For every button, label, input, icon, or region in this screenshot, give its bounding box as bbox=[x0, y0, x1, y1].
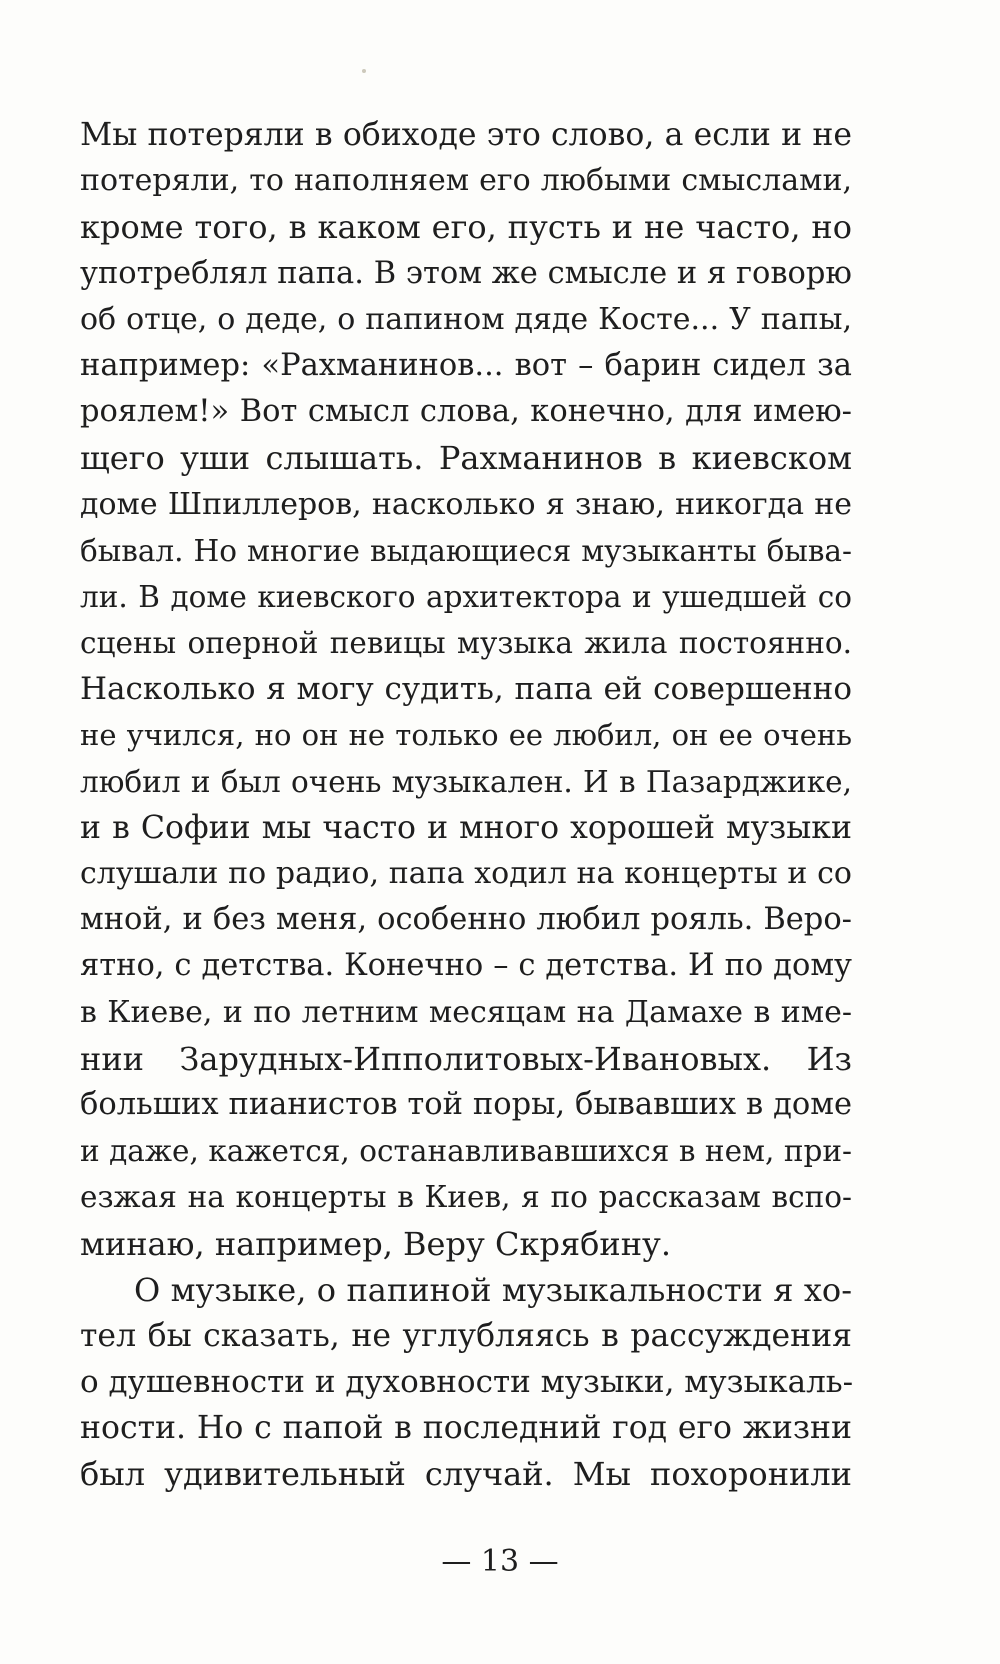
text-line: о душевности и духовности музыки, музыкаль- bbox=[80, 1364, 854, 1401]
text-line: доме Шпиллеров, насколько я знаю, никогда не bbox=[80, 486, 852, 522]
text-line: ности. Но с папой в последний год его жизни bbox=[80, 1410, 852, 1447]
text-line: слушали по радио, папа ходил на концерты и со bbox=[80, 856, 852, 891]
text-line: кроме того, в каком его, пусть и не часто, но bbox=[80, 208, 852, 247]
text-line: Насколько я могу судить, папа ей совершенно bbox=[80, 671, 852, 708]
text-line: больших пианистов той поры, бывавших в доме bbox=[80, 1086, 852, 1122]
text-line: употреблял папа. В этом же смысле и я говорю bbox=[80, 255, 852, 291]
paragraph-start-line: О музыке, о папиной музыкальности я хо- bbox=[134, 1270, 852, 1309]
text-line: в Киеве, и по летним месяцам на Дамахе в име- bbox=[80, 994, 852, 1030]
body-text bbox=[80, 112, 852, 1498]
text-line: бывал. Но многие выдающиеся музыканты быва- bbox=[80, 533, 852, 568]
text-line: езжая на концерты в Киев, я по рассказам вспо- bbox=[80, 1180, 852, 1215]
text-line: ли. В доме киевского архитектора и ушедшей со bbox=[80, 579, 852, 614]
text-line: любил и был очень музыкален. И в Пазарджике, bbox=[80, 764, 852, 799]
text-line: роялем!» Вот смысл слова, конечно, для имею- bbox=[80, 394, 852, 430]
text-line: и даже, кажется, останавливавшихся в нем, при- bbox=[80, 1134, 852, 1169]
text-line: Мы потеряли в обиходе это слово, а если и не bbox=[80, 117, 852, 153]
text-line: мной, и без меня, особенно любил рояль. Веро- bbox=[80, 902, 852, 938]
paragraph-end-line: минаю, например, Веру Скрябину. bbox=[80, 1224, 672, 1263]
text-line: и в Софии мы часто и много хорошей музыки bbox=[80, 809, 852, 846]
text-line: ятно, с детства. Конечно – с детства. И по дому bbox=[80, 948, 852, 984]
page-number: — 13 — bbox=[441, 1544, 559, 1579]
text-line: сцены оперной певицы музыка жила постоянно. bbox=[80, 626, 852, 661]
text-line: потеряли, то наполняем его любыми смыслами, bbox=[80, 163, 852, 199]
text-line: об отце, о деде, о папином дяде Косте... У папы, bbox=[80, 301, 852, 337]
paper-speck bbox=[362, 69, 366, 73]
text-line: не учился, но он не только ее любил, он ее очень bbox=[80, 718, 852, 753]
text-line: тел бы сказать, не углубляясь в рассуждения bbox=[80, 1317, 852, 1354]
text-line: нии Зарудных-Ипполитовых-Ивановых. Из bbox=[80, 1039, 852, 1078]
text-line: был удивительный случай. Мы похоронили bbox=[80, 1455, 852, 1494]
text-line: например: «Рахманинов... вот – барин сидел за bbox=[80, 347, 852, 383]
text-line: щего уши слышать. Рахманинов в киевском bbox=[80, 439, 852, 478]
